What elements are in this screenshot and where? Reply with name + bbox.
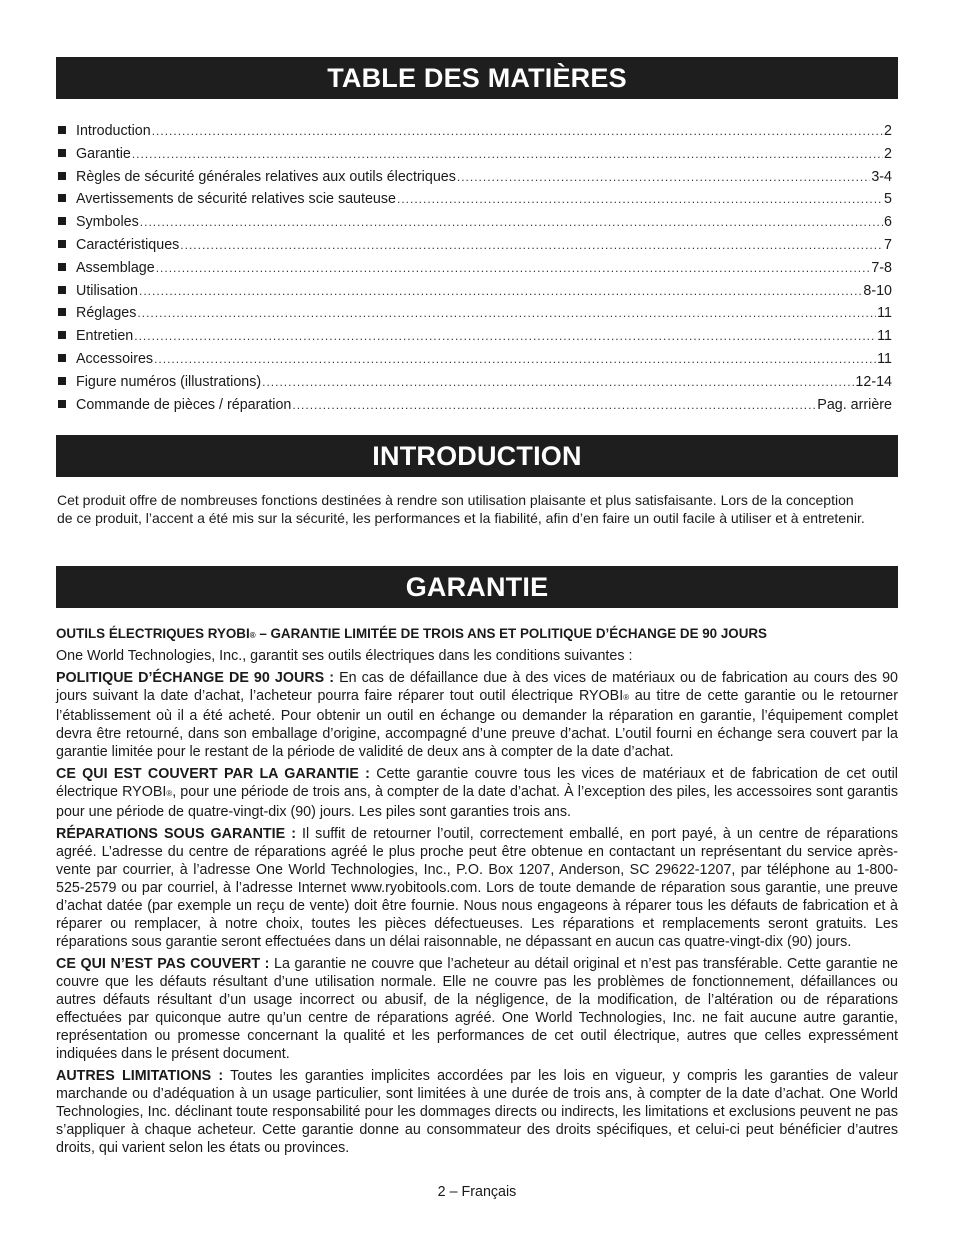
- reparations-paragraph: RÉPARATIONS SOUS GARANTIE : Il suffit de retourner l’outil, correctement emballé, en port payé, à un centre de réparations agréé. L’adresse du centre de réparations agréé le plus proche peut être obtenue en contactant un représentant du service après-vente par courrier, à l’adresse One World Technologies, Inc., P.O. Box 1207, Anderson, SC 29622-1207, par téléphone au 1-800-525-2579 ou par courriel, à l’adresse Internet www.ryobitools.com. Lors de toute demande de réparation sous garantie, une preuve d’achat datée (par exemple un reçu de vente) doit être fournie. Nous nous engageons à réparer tous les défauts de fabrication et à réparer ou remplacer, à notre choix, toutes les pièces défectueuses. Les réparations et remplacements seront gratuits. Les réparations sous garantie seront effectuées dans un délai raisonnable, ne dépassant en aucun cas quatre-vingt-dix (90) jours.: [56, 826, 898, 950]
- introduction-line-2: de ce produit, l’accent a été mis sur la sécurité, les performances et la fiabilité, afin d’en faire un outil facile à utiliser et à entretenir.: [57, 510, 865, 526]
- page-footer: [0, 1184, 954, 1200]
- dot-leader: [134, 329, 876, 343]
- garantie-body: [56, 626, 898, 1157]
- square-bullet-icon: [58, 263, 66, 271]
- toc-item-page: 7-8: [871, 259, 892, 276]
- toc-item-page: Pag. arrière: [817, 396, 892, 413]
- garantie-lead: One World Technologies, Inc., garantit ses outils électriques dans les conditions suivantes :: [56, 648, 633, 664]
- toc-item: [56, 191, 898, 214]
- square-bullet-icon: [58, 286, 66, 294]
- toc-item-label: Figure numéros (illustrations): [76, 373, 262, 390]
- square-bullet-icon: [58, 126, 66, 134]
- toc-item-page: 12-14: [855, 373, 892, 390]
- toc-item-label: Garantie: [76, 145, 131, 162]
- square-bullet-icon: [58, 354, 66, 362]
- toc-item-label: Caractéristiques: [76, 236, 180, 253]
- dot-leader: [154, 352, 876, 366]
- dot-leader: [262, 375, 854, 389]
- toc-item: [56, 283, 898, 306]
- table-of-contents: [56, 123, 898, 419]
- square-bullet-icon: [58, 400, 66, 408]
- toc-item-page: 2: [884, 123, 892, 139]
- garantie-heading: OUTILS ÉLECTRIQUES RYOBI® – GARANTIE LIMITÉE DE TROIS ANS ET POLITIQUE D’ÉCHANGE DE 90 JOURS: [56, 626, 767, 641]
- pas-couvert-label: CE QUI N’EST PAS COUVERT :: [56, 956, 270, 972]
- square-bullet-icon: [58, 308, 66, 316]
- toc-item-page: 3-4: [871, 168, 892, 185]
- autres-paragraph: AUTRES LIMITATIONS : Toutes les garanties implicites accordées par les lois en vigueur, y compris les garanties de valeur marchande ou d’adéquation à un usage particulier, sont limitées à une durée de trois ans, à compter de la date d’achat. One World Technologies, Inc. déclinant toute responsabilité pour les dommages directs ou indirects, les limitations et exclusions peuvent ne pas s’appliquer à chaque acheteur. Cette garantie donne au consommateur des droits spécifiques, et celui-ci peut bénéficier d’autres droits, qui varient selon les états ou provinces.: [56, 1068, 898, 1156]
- politique-label: POLITIQUE D’ÉCHANGE DE 90 JOURS :: [56, 670, 335, 686]
- dot-leader: [156, 261, 871, 275]
- toc-item-label: Commande de pièces / réparation: [76, 396, 292, 413]
- introduction-title: INTRODUCTION: [372, 440, 582, 471]
- dot-leader: [397, 192, 883, 206]
- toc-title: TABLE DES MATIÈRES: [327, 62, 627, 93]
- toc-item-label: Règles de sécurité générales relatives aux outils électriques: [76, 168, 456, 185]
- toc-item-label: Symboles: [76, 214, 139, 231]
- couvert-label: CE QUI EST COUVERT PAR LA GARANTIE :: [56, 766, 370, 782]
- autres-label: AUTRES LIMITATIONS :: [56, 1068, 224, 1084]
- dot-leader: [180, 238, 883, 252]
- square-bullet-icon: [58, 172, 66, 180]
- toc-item-page: 6: [884, 214, 892, 231]
- toc-item-page: 11: [877, 328, 892, 345]
- toc-item-page: 7: [884, 236, 892, 253]
- dot-leader: [139, 284, 862, 298]
- pas-couvert-paragraph: CE QUI N’EST PAS COUVERT : La garantie ne couvre que l’acheteur au détail original et n’est pas transférable. Cette garantie ne couvre que les défauts résultant d’une utilisation normale. Elle ne couvre pas les problèmes de fonctionnement, défaillances ou autres défauts résultant d’un usage incorrect ou abusif, de la négligence, de la modification, de l’altération ou de réparations effectuées par quiconque autre qu’un centre de réparations agréé. One World Technologies, Inc. ne fait aucune autre garantie, représentation ou promesse concernant la qualité et les performances de cet outil électrique, autres que celles expressément indiquées dans le présent document.: [56, 956, 898, 1062]
- toc-item: [56, 374, 898, 397]
- garantie-title-banner: [56, 566, 898, 608]
- square-bullet-icon: [58, 240, 66, 248]
- toc-item: [56, 123, 898, 146]
- introduction-title-banner: [56, 435, 898, 477]
- toc-item: [56, 397, 898, 420]
- toc-title-banner: [56, 57, 898, 99]
- toc-item: [56, 146, 898, 169]
- dot-leader: [292, 398, 816, 412]
- square-bullet-icon: [58, 217, 66, 225]
- toc-item-label: Utilisation: [76, 282, 138, 299]
- introduction-line-1: Cet produit offre de nombreuses fonctions destinées à rendre son utilisation plaisante et plus satisfaisante. Lors de la conception: [57, 492, 854, 508]
- dot-leader: [140, 215, 883, 229]
- toc-item: [56, 351, 898, 374]
- square-bullet-icon: [58, 331, 66, 339]
- square-bullet-icon: [58, 377, 66, 385]
- toc-item-label: Accessoires: [76, 350, 154, 367]
- toc-item: [56, 328, 898, 351]
- garantie-title: GARANTIE: [405, 571, 549, 602]
- toc-item: [56, 260, 898, 283]
- toc-item-page: 11: [877, 305, 892, 322]
- toc-item-label: Avertissements de sécurité relatives scie sauteuse: [76, 191, 396, 208]
- dot-leader: [132, 147, 883, 161]
- couvert-paragraph: CE QUI EST COUVERT PAR LA GARANTIE : Cette garantie couvre tous les vices de matériaux et de fabrication de cet outil électrique RYOBI®, pour une période de trois ans, à compter de la date d’achat. À l’exception des piles, les accessoires sont garantis pour une période de quatre-vingt-dix (90) jours. Les piles sont garanties trois ans.: [56, 766, 898, 820]
- politique-paragraph: POLITIQUE D’ÉCHANGE DE 90 JOURS : En cas de défaillance due à des vices de matériaux ou de fabrication au cours des 90 jours suivant la date d’achat, l’acheteur pourra faire réparer tout outil électrique RYOBI® au titre de cette garantie ou le retourner l’établissement où il a été acheté. Pour obtenir un outil en échange ou demander la réparation en garantie, l’équipement complet devra être retourné, dans son emballage d’origine, accompagné d’une preuve d’achat. L’outil fourni en échange sera couvert par la garantie limitée pour le restant de la période de validité de deux ans à compter de la date d’achat.: [56, 670, 898, 760]
- introduction-text: [57, 491, 899, 527]
- reparations-label: RÉPARATIONS SOUS GARANTIE :: [56, 826, 296, 842]
- dot-leader: [137, 306, 876, 320]
- square-bullet-icon: [58, 149, 66, 157]
- toc-item-label: Entretien: [76, 328, 134, 345]
- toc-item: [56, 169, 898, 192]
- toc-item-label: Réglages: [76, 305, 137, 322]
- toc-item-page: 11: [877, 350, 892, 367]
- toc-item-page: 2: [884, 145, 892, 162]
- toc-item-label: Introduction: [76, 123, 151, 139]
- toc-item: [56, 214, 898, 237]
- dot-leader: [152, 124, 883, 138]
- square-bullet-icon: [58, 194, 66, 202]
- page-number-label: 2 – Français: [437, 1184, 517, 1200]
- toc-item: [56, 305, 898, 328]
- toc-item-page: 5: [884, 191, 892, 208]
- toc-item: [56, 237, 898, 260]
- toc-item-page: 8-10: [863, 282, 892, 299]
- toc-item-label: Assemblage: [76, 259, 155, 276]
- dot-leader: [457, 170, 870, 184]
